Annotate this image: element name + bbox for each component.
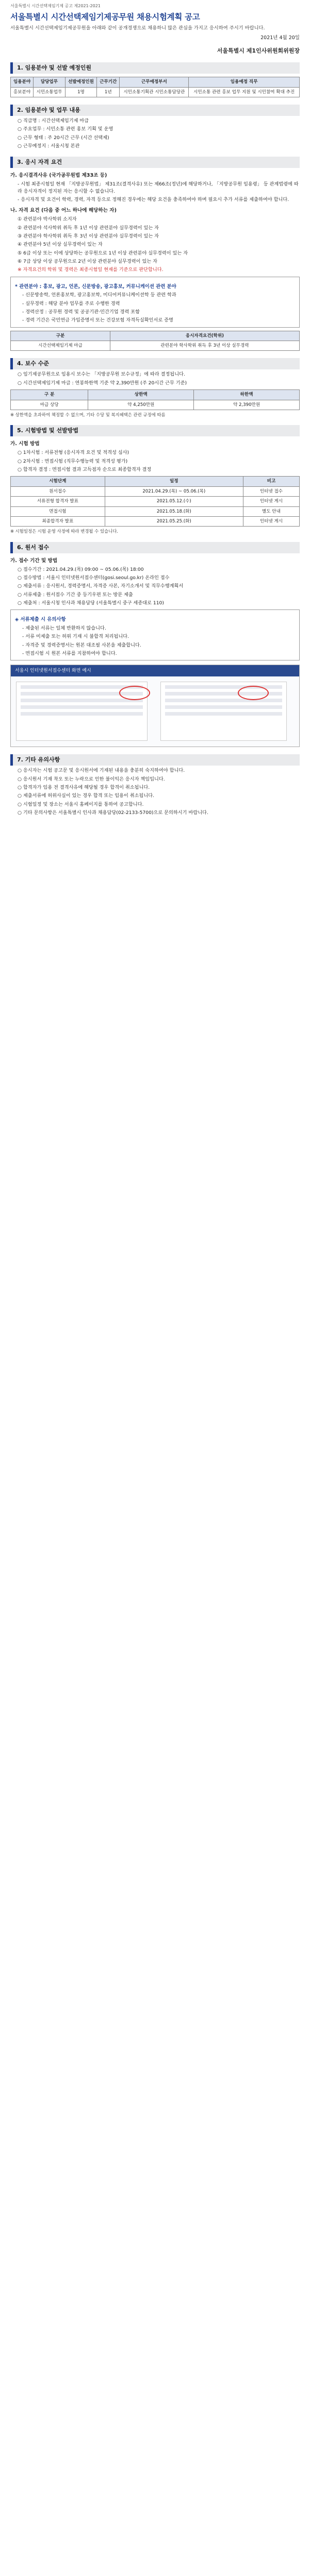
sub-heading: 가. 접수 기간 및 방법 — [10, 557, 58, 564]
td: 별도 안내 — [243, 506, 299, 516]
th: 구 분 — [11, 390, 88, 400]
td: 인터넷 게시 — [243, 497, 299, 506]
th: 근무기간 — [97, 77, 120, 87]
text-line: ○ 제출서류 : 응시원서, 경력증명서, 자격증 사본, 자기소개서 및 직무수행계획서 — [18, 583, 184, 589]
text-line: ○ 근무 형태 : 주 20시간 근무 (시간 선택제) — [18, 134, 109, 141]
td: 홍보분야 — [11, 87, 34, 97]
section-4-title: 4. 보수 수준 — [10, 358, 300, 369]
td: 약 4,250만원 — [88, 400, 194, 410]
schedule-table — [10, 476, 300, 527]
text-line: - 제출된 서류는 일체 반환하지 않습니다. — [22, 625, 106, 631]
text-line: ① 관련분야 박사학위 소지자 — [18, 216, 77, 223]
text-line: ○ 서류제출 : 원서접수 기간 중 등기우편 또는 방문 제출 — [18, 591, 133, 598]
th: 구분 — [11, 331, 110, 341]
note: ※ 시험일정은 시험 운영 사정에 따라 변경될 수 있습니다. — [10, 529, 118, 534]
td: 약 2,390만원 — [194, 400, 300, 410]
th: 비고 — [243, 477, 299, 486]
td: 2021.05.12.(수) — [105, 497, 243, 506]
td: 2021.04.29.(목) ~ 05.06.(목) — [105, 486, 243, 496]
text-line: ○ 제출처 : 서울시청 인사과 채용담당 (서울특별시 중구 세종대로 110) — [18, 600, 164, 606]
section-3-title: 3. 응시 자격 요건 — [10, 157, 300, 168]
th: 상한액 — [88, 390, 194, 400]
td: 인터넷 게시 — [243, 517, 299, 527]
text-line: ○ 응시자는 시험 공고문 및 응시원서에 기재된 내용을 충분히 숙지하여야 합니다. — [18, 768, 185, 774]
submission-box — [10, 609, 300, 660]
td: 시민소통업무 — [34, 87, 66, 97]
td: 2021.05.18.(화) — [105, 506, 243, 516]
text-line: - 신문방송학, 언론홍보학, 광고홍보학, 미디어커뮤니케이션학 등 관련 학과 — [22, 292, 176, 298]
text-line: ○ 합격자가 임용 전 결격사유에 해당될 경우 합격이 취소됩니다. — [18, 784, 150, 790]
warning-text: ※ 자격요건의 학위 및 경력은 최종시험일 현재를 기준으로 판단합니다. — [18, 267, 164, 273]
text-line: ④ 관련분야 5년 이상 실무경력이 있는 자 — [18, 242, 103, 248]
sub-heading: 가. 응시결격사유 (국가공무원법 제33조 등) — [10, 173, 107, 179]
text-line: ○ 접수방법 : 서울시 인터넷원서접수센터(gosi.seoul.go.kr) 온라인 접수 — [18, 574, 170, 581]
text-line: ○ 기타 문의사항은 서울특별시 인사과 채용담당(02-2133-5700)으로 문의하시기 바랍니다. — [18, 810, 208, 816]
td: 시민소통 관련 홍보 업무 지원 및 시민참여 확대 추진 — [189, 87, 300, 97]
text-line: - 실무경력 : 해당 분야 업무를 주로 수행한 경력 — [22, 300, 120, 307]
text-line: ○ 직급명 : 시간선택제임기제 마급 — [18, 117, 89, 124]
td: 원서접수 — [11, 486, 105, 496]
th: 하한액 — [194, 390, 300, 400]
th: 근무예정부서 — [120, 77, 189, 87]
notice-title: 서울특별시 시간선택제임기제공무원 채용시험계획 공고 — [10, 12, 200, 22]
text-line: ○ 접수기간 : 2021.04.29.(목) 09:00 ~ 05.06.(목) 18:00 — [18, 566, 144, 572]
sub-heading: 가. 시험 방법 — [10, 441, 40, 447]
section-6-title: 6. 원서 접수 — [10, 542, 300, 553]
th: 응시자격요건(학위) — [110, 331, 299, 341]
td: 최종합격자 발표 — [11, 517, 105, 527]
th: 임용분야 — [11, 77, 34, 87]
screenshot-title: 서울시 인터넷원서접수센터 화면 예시 — [11, 665, 299, 676]
td: 시민소통기획관 시민소통담당관 — [120, 87, 189, 97]
notice-date: 2021년 4월 20일 — [260, 35, 300, 41]
td: 1명 — [65, 87, 97, 97]
text-line: ⑤ 6급 이상 또는 이에 상당하는 공무원으로 1년 이상 관련분야 실무경력이 있는 자 — [18, 250, 188, 256]
notice-intro: 서울특별시 시간선택제임기제공무원을 아래와 같이 공개경쟁으로 채용하니 많은 관심을 가지고 응시하여 주시기 바랍니다. — [10, 25, 265, 31]
text-line: ○ 제출서류에 허위사실이 있는 경우 합격 또는 임용이 취소됩니다. — [18, 793, 155, 799]
text-line: ○ 임기제공무원으로 임용시 보수는 「지방공무원 보수규정」에 따라 결정됩니다. — [18, 371, 185, 378]
text-line: - 서류 미제출 또는 허위 기재 시 불합격 처리됩니다. — [22, 634, 129, 640]
text-line: ○ 응시원서 기재 착오 또는 누락으로 인한 불이익은 응시자 책임입니다. — [18, 776, 165, 782]
sub-heading: 나. 자격 요건 (다음 중 어느 하나에 해당하는 자) — [10, 208, 117, 214]
text-line: ○ 시간선택제임기제 마급 : 연봉하한액 기준 약 2,390만원 (주 20시간 근무 기준) — [18, 380, 187, 386]
qualification-table — [10, 331, 300, 351]
text-line: ③ 관련분야 학사학위 취득 후 3년 이상 관련분야 실무경력이 있는 자 — [18, 233, 159, 239]
td: 관련분야 학사학위 취득 후 3년 이상 실무경력 — [110, 341, 299, 351]
section-7-title: 7. 기타 유의사항 — [10, 754, 300, 766]
text-line: ○ 시험일정 및 장소는 서울시 홈페이지를 통하여 공고합니다. — [18, 801, 144, 807]
application-site-screenshot — [10, 665, 300, 747]
text-line: - 응시자격 및 요건이 학력, 경력, 자격 등으로 정해진 경우에는 해당 요건을 충족하여야 하며 필요시 추가 서류를 제출하여야 합니다. — [18, 196, 289, 202]
th: 선발예정인원 — [65, 77, 97, 87]
section-5-title: 5. 시험방법 및 선발방법 — [10, 425, 300, 436]
td: 1년 — [97, 87, 120, 97]
note: ※ 상한액을 초과하여 책정할 수 없으며, 기타 수당 및 복지혜택은 관련 규정에 따름 — [10, 412, 166, 418]
text-line: ⑥ 7급 상당 이상 공무원으로 2년 이상 관련분야 실무경력이 있는 자 — [18, 258, 158, 264]
td: 인터넷 접수 — [243, 486, 299, 496]
qualification-box — [10, 277, 300, 328]
th: 일정 — [105, 477, 243, 486]
th: 임용예정 직무 — [189, 77, 300, 87]
th: 시험단계 — [11, 477, 105, 486]
topline: 서울특별시 시간선택제임기제 공고 제2021-2021 — [10, 4, 101, 8]
text-line: - 경력 기간은 국민연금 가입증명서 또는 건강보험 자격득실확인서로 증명 — [22, 317, 173, 324]
td: 마급 상당 — [11, 400, 88, 410]
salary-table — [10, 389, 300, 410]
td: 시간선택제임기제 마급 — [11, 341, 110, 351]
text-line: ② 관련분야 석사학위 취득 후 1년 이상 관련분야 실무경력이 있는 자 — [18, 225, 159, 231]
text-line: - 면접시험 시 원본 서류를 지참하여야 합니다. — [22, 650, 117, 656]
text-line: ○ 1차시험 : 서류전형 (응시자격 요건 및 적격성 심사) — [18, 450, 129, 456]
section-2-title: 2. 임용분야 및 업무 내용 — [10, 105, 300, 116]
td: 면접시험 — [11, 506, 105, 516]
th: 담당업무 — [34, 77, 66, 87]
text-line: ○ 주요업무 : 시민소통 관련 홍보 기획 및 운영 — [18, 126, 113, 132]
text-line: ○ 2차시험 : 면접시험 (직무수행능력 및 적격성 평가) — [18, 458, 128, 464]
text-line: ○ 근무예정지 : 서울시청 본관 — [18, 143, 80, 149]
td: 2021.05.25.(화) — [105, 517, 243, 527]
section-1-title: 1. 임용분야 및 선발 예정인원 — [10, 62, 300, 74]
text-line: ○ 합격자 결정 : 면접시험 결과 고득점자 순으로 최종합격자 결정 — [18, 466, 152, 472]
position-table — [10, 77, 300, 97]
text-line: - 시험 최종시험일 현재 「지방공무원법」 제31조(결격사유) 또는 제66조(정년)에 해당하거나, 「지방공무원 임용령」 등 관계법령에 따라 응시자격이 정지된 자는 응시할 수 없습니다. — [18, 181, 299, 194]
text-line: - 자격증 및 경력증명서는 원본 대조필 사본을 제출합니다. — [22, 642, 141, 648]
notice-org: 서울특별시 제1인사위원회위원장 — [217, 47, 300, 55]
text-line: - 경력산정 : 공무원 경력 및 공공기관·민간기업 경력 포함 — [22, 309, 140, 315]
box-title: ◈ 서류제출 시 유의사항 — [15, 617, 66, 623]
box-title: * 관련분야 : 홍보, 광고, 언론, 신문방송, 광고홍보, 커뮤니케이션 관련 분야 — [15, 283, 176, 290]
td: 서류전형 합격자 발표 — [11, 497, 105, 506]
